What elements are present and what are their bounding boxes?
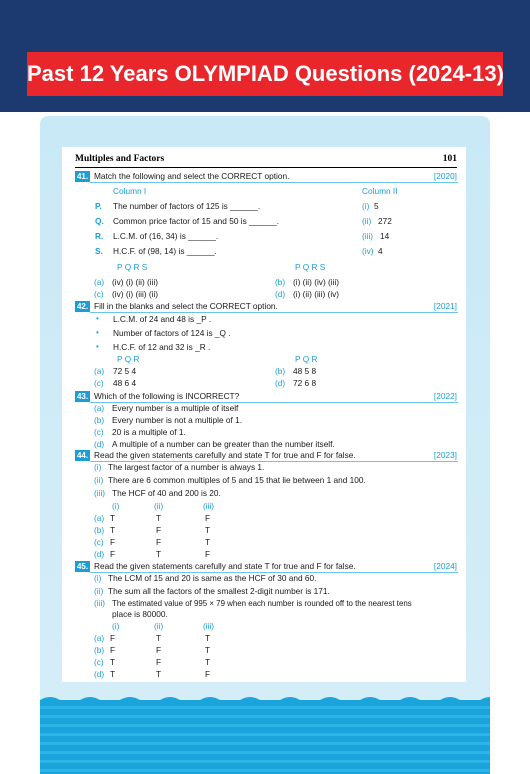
option-cell: F	[110, 537, 116, 547]
option-label: (d)	[94, 549, 105, 559]
column-header: (iii)	[203, 501, 215, 511]
option-text: Every number is a multiple of itself	[112, 403, 239, 413]
column-header: (i)	[112, 621, 120, 631]
row-text: Common price factor of 15 and 50 is ______.	[113, 216, 280, 226]
running-header	[75, 152, 457, 168]
option-label: (b)	[94, 525, 105, 535]
blank-statement: H.C.F. of 12 and 32 is _R .	[113, 342, 211, 352]
row-match-key: (i)	[362, 201, 370, 211]
option-label: (a)	[94, 277, 105, 287]
row-match-key: (iv)	[362, 246, 374, 256]
option-cell: F	[205, 669, 211, 679]
option-label: (d)	[275, 378, 286, 388]
chapter-title: Multiples and Factors	[75, 154, 165, 164]
banner-title: Past 12 Years OLYMPIAD Questions (2024-13)	[27, 52, 503, 96]
option-label: (d)	[94, 439, 105, 449]
statement-text: The estimated value of 995 × 79 when each number is rounded off to the nearest tens	[112, 599, 412, 608]
option-cell: T	[110, 669, 116, 679]
option-cell: F	[156, 657, 162, 667]
blank-statement: Number of factors of 124 is _Q .	[113, 328, 231, 338]
option-cell: T	[156, 669, 162, 679]
option-header: P Q R	[295, 354, 318, 364]
header-rule	[75, 167, 457, 168]
row-match-value: 272	[378, 216, 392, 226]
row-key: R.	[95, 231, 104, 241]
option-label: (b)	[275, 366, 286, 376]
option-header: P Q R S	[295, 262, 326, 272]
statement-text: The LCM of 15 and 20 is same as the HCF of 30 and 60.	[108, 573, 317, 583]
option-cell: F	[205, 549, 211, 559]
row-match-value: 14	[380, 231, 390, 241]
option-cell: F	[156, 525, 162, 535]
option-cell: T	[205, 645, 211, 655]
column-header: (iii)	[203, 621, 215, 631]
option-value: 72 6 8	[293, 378, 317, 388]
option-header: P Q R S	[117, 262, 148, 272]
option-text: A multiple of a number can be greater than the number itself.	[112, 439, 335, 449]
option-value: 48 5 8	[293, 366, 317, 376]
option-cell: T	[110, 525, 116, 535]
row-key: S.	[95, 246, 103, 256]
row-match-key: (ii)	[362, 216, 372, 226]
bullet-icon: •	[96, 314, 99, 323]
option-label: (c)	[94, 289, 104, 299]
option-header: P Q R	[117, 354, 140, 364]
question-text: Read the given statements carefully and state T for true and F for false.	[94, 450, 356, 460]
column-header: (ii)	[154, 621, 164, 631]
question-year: [2020]	[433, 171, 457, 181]
column-two-heading: Column II	[362, 186, 398, 196]
row-key: Q.	[95, 216, 104, 226]
column-one-heading: Column I	[113, 186, 147, 196]
option-label: (c)	[94, 378, 104, 388]
page-number: 101	[442, 154, 457, 164]
statement-label: (i)	[94, 462, 102, 472]
option-cell: F	[156, 537, 162, 547]
statement-label: (ii)	[94, 586, 104, 596]
option-label: (d)	[94, 669, 105, 679]
question-year: [2022]	[433, 391, 457, 401]
footer-band	[40, 700, 490, 774]
row-match-value: 4	[378, 246, 383, 256]
statement-label: (ii)	[94, 475, 104, 485]
statement-text: The sum all the factors of the smallest 2-digit number is 171.	[108, 586, 330, 596]
column-header: (ii)	[154, 501, 164, 511]
option-label: (c)	[94, 657, 104, 667]
option-value: (i) (ii) (iv) (iii)	[293, 277, 340, 287]
option-cell: F	[110, 633, 116, 643]
question-text: Read the given statements carefully and state T for true and F for false.	[94, 561, 356, 571]
question-number: 43.	[76, 392, 89, 401]
question-text: Which of the following is INCORRECT?	[94, 391, 240, 401]
option-label: (c)	[94, 427, 104, 437]
option-value: 72 5 4	[113, 366, 137, 376]
option-cell: T	[205, 657, 211, 667]
option-label: (d)	[275, 289, 286, 299]
row-text: H.C.F. of (98, 14) is ______.	[113, 246, 217, 256]
question-year: [2023]	[433, 450, 457, 460]
question-number: 41.	[76, 172, 89, 181]
option-label: (a)	[94, 403, 105, 413]
option-label: (b)	[275, 277, 286, 287]
blank-statement: L.C.M. of 24 and 48 is _P .	[113, 314, 212, 324]
row-match-value: 5	[374, 201, 379, 211]
option-label: (a)	[94, 513, 105, 523]
option-label: (b)	[94, 415, 105, 425]
statement-text: There are 6 common multiples of 5 and 15 that lie between 1 and 100.	[108, 475, 366, 485]
option-cell: T	[205, 537, 211, 547]
statement-text: The largest factor of a number is always 1.	[108, 462, 265, 472]
question-number: 45.	[76, 562, 89, 571]
option-cell: F	[205, 513, 211, 523]
option-label: (a)	[94, 633, 105, 643]
option-text: Every number is not a multiple of 1.	[112, 415, 243, 425]
option-cell: T	[156, 513, 162, 523]
statement-label: (iii)	[94, 488, 106, 498]
option-cell: F	[110, 645, 116, 655]
row-text: The number of factors of 125 is ______.	[113, 201, 261, 211]
question-year: [2021]	[433, 301, 457, 311]
option-text: 20 is a multiple of 1.	[112, 427, 186, 437]
option-value: (iv) (i) (iii) (ii)	[112, 289, 159, 299]
statement-label: (i)	[94, 573, 102, 583]
statement-label: (iii)	[94, 598, 106, 608]
option-label: (c)	[94, 537, 104, 547]
bullet-icon: •	[96, 328, 99, 337]
question-text: Match the following and select the CORRECT option.	[94, 171, 290, 181]
row-match-key: (iii)	[362, 231, 374, 241]
row-key: P.	[95, 201, 102, 211]
option-cell: F	[110, 549, 116, 559]
option-label: (b)	[94, 645, 105, 655]
option-cell: T	[156, 633, 162, 643]
bullet-icon: •	[96, 342, 99, 351]
option-cell: F	[156, 645, 162, 655]
row-text: L.C.M. of (16, 34) is ______.	[113, 231, 219, 241]
option-value: (iv) (i) (ii) (iii)	[112, 277, 159, 287]
question-number: 42.	[76, 302, 89, 311]
question-rule	[90, 312, 458, 313]
option-label: (a)	[94, 366, 105, 376]
question-text: Fill in the blanks and select the CORRECT option.	[94, 301, 278, 311]
question-rule	[90, 182, 458, 183]
option-cell: T	[110, 513, 116, 523]
option-cell: T	[205, 633, 211, 643]
option-value: (i) (ii) (iii) (iv)	[293, 289, 340, 299]
question-year: [2024]	[433, 561, 457, 571]
option-value: 48 6 4	[113, 378, 137, 388]
column-header: (i)	[112, 501, 120, 511]
question-number: 44.	[76, 451, 89, 460]
option-cell: T	[110, 657, 116, 667]
statement-text-continued: place is 80000.	[112, 609, 168, 619]
option-cell: T	[205, 525, 211, 535]
statement-text: The HCF of 40 and 200 is 20.	[112, 488, 221, 498]
option-cell: T	[156, 549, 162, 559]
